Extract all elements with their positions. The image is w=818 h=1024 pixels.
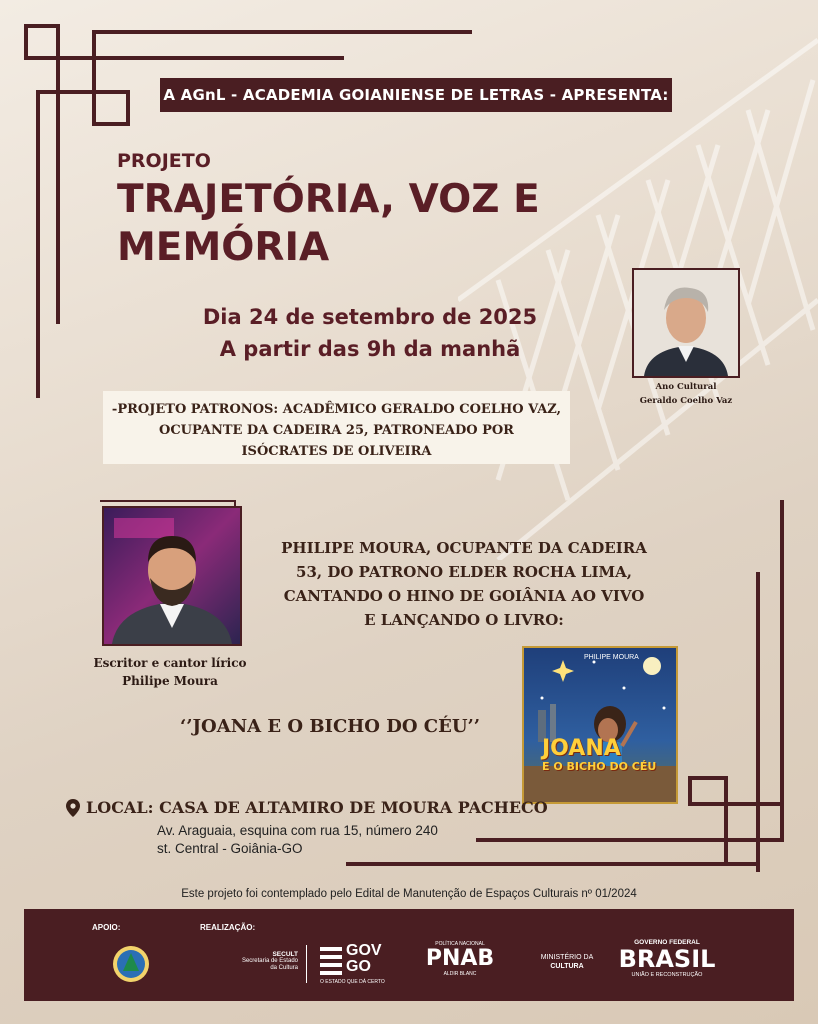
secult-logo — [236, 951, 298, 972]
portrait-icon — [634, 270, 738, 376]
frame-line — [476, 838, 784, 842]
location-pin-icon — [66, 799, 80, 817]
honoree-photo — [632, 268, 740, 378]
book-cover-title-line: JOANA — [542, 736, 621, 761]
frame-line — [92, 122, 130, 126]
frame-line — [92, 30, 472, 34]
event-date — [160, 301, 580, 365]
book-title: ‘’JOANA E O BICHO DO CÉU’’ — [180, 716, 481, 737]
gov-go-line: GOV — [346, 942, 382, 959]
frame-line — [36, 90, 40, 398]
ministerio-line: MINISTÉRIO DA — [540, 954, 594, 961]
frame-line — [724, 776, 728, 866]
book-author: PHILIPE MOURA — [584, 654, 639, 661]
singer-photo — [102, 506, 242, 646]
date-line: A partir das 9h da manhã — [219, 337, 521, 361]
ministerio-logo — [530, 953, 604, 971]
pnab-text: PNAB — [425, 946, 495, 971]
page-title — [117, 176, 597, 272]
patronos-line: OCUPANTE DA CADEIRA 25, PATRONEADO POR — [159, 423, 514, 438]
caption-line: Escritor e cantor lírico — [93, 656, 247, 670]
realizacao-label: REALIZAÇÃO: — [200, 923, 256, 932]
frame-line — [24, 24, 60, 28]
date-line: Dia 24 de setembro de 2025 — [202, 305, 538, 329]
caption-line: Philipe Moura — [122, 674, 218, 688]
book-cover — [522, 646, 678, 804]
brasil-bottom: UNIÃO E RECONSTRUÇÃO — [631, 972, 703, 978]
description-line: CANTANDO O HINO DE GOIÂNIA AO VIVO — [283, 587, 645, 605]
frame-line — [756, 572, 760, 872]
pnab-logo — [420, 941, 500, 977]
frame-line — [126, 90, 130, 126]
secult-line: Secretaria de Estado — [241, 958, 298, 964]
book-cover-title-line: E O BICHO DO CÉU — [542, 760, 657, 773]
gov-go-tagline: O ESTADO QUE DÁ CERTO — [320, 979, 385, 985]
address — [157, 822, 438, 858]
patronos-line: -PROJETO PATRONOS: ACADÊMICO GERALDO COELHO VAZ, — [111, 402, 562, 417]
patronos-box — [103, 391, 570, 464]
performance-description — [244, 536, 684, 632]
secult-title: SECULT — [272, 951, 298, 958]
frame-line — [36, 90, 130, 94]
edital-note: Este projeto foi contemplado pelo Edital de Manutenção de Espaços Culturais nº 01/2024 — [181, 888, 637, 900]
brasil-top: GOVERNO FEDERAL — [634, 939, 700, 946]
description-line: PHILIPE MOURA, OCUPANTE DA CADEIRA — [281, 539, 647, 557]
location — [66, 798, 548, 817]
title-line: MEMÓRIA — [117, 225, 330, 270]
photo-border — [100, 500, 236, 502]
book-illustration — [524, 648, 676, 802]
pnab-bottom: ALDIR BLANC — [443, 971, 477, 977]
brasil-text: BRASIL — [618, 945, 716, 973]
header-banner: A AGnL - ACADEMIA GOIANIENSE DE LETRAS - APRESENTA: — [160, 78, 672, 112]
divider — [306, 945, 307, 983]
book-cover-title — [542, 738, 656, 774]
frame-line — [92, 30, 96, 126]
secult-line: da Cultura — [270, 965, 298, 971]
caption-line: Geraldo Coelho Vaz — [639, 396, 733, 406]
address-line: Av. Araguaia, esquina com rua 15, número 240 — [157, 823, 438, 838]
agnl-seal-icon — [112, 945, 150, 983]
caption-line: Ano Cultural — [655, 382, 717, 392]
pnab-top: POLÍTICA NACIONAL — [435, 941, 485, 947]
gov-go-text — [346, 943, 382, 975]
portrait-icon — [104, 508, 240, 644]
frame-line — [346, 862, 760, 866]
singer-caption — [80, 654, 260, 690]
frame-line — [688, 776, 728, 780]
flag-stripes-icon — [320, 947, 342, 975]
sponsors-footer — [24, 909, 794, 1001]
brasil-logo — [612, 939, 722, 978]
description-line: 53, DO PATRONO ELDER ROCHA LIMA, — [296, 563, 632, 581]
description-line: E LANÇANDO O LIVRO: — [364, 611, 564, 629]
ministerio-line: CULTURA — [550, 963, 584, 970]
frame-line — [780, 500, 784, 840]
patronos-line: ISÓCRATES DE OLIVEIRA — [241, 444, 432, 459]
frame-line — [24, 56, 344, 60]
title-line: TRAJETÓRIA, VOZ E — [117, 177, 540, 222]
projeto-label: PROJETO — [117, 150, 211, 172]
frame-line — [688, 802, 784, 806]
frame-line — [56, 24, 60, 324]
gov-go-line: GO — [346, 958, 371, 975]
location-label: LOCAL: CASA DE ALTAMIRO DE MOURA PACHECO — [86, 798, 548, 817]
frame-line — [24, 24, 28, 60]
apoio-label: APOIO: — [92, 923, 121, 932]
honoree-caption — [628, 380, 744, 408]
address-line: st. Central - Goiânia-GO — [157, 841, 303, 856]
